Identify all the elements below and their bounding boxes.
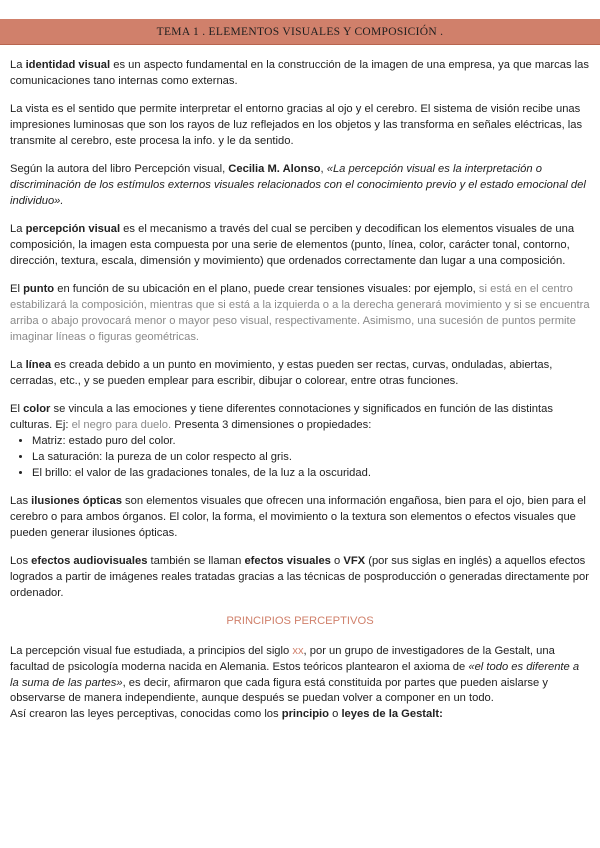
term-efectos-audiovisuales: efectos audiovisuales	[31, 555, 148, 568]
term-vfx: VFX	[343, 555, 366, 568]
term-efectos-visuales: efectos visuales	[244, 555, 331, 568]
color-properties-list	[10, 434, 590, 481]
paragraph-percepcion: La percepción visual es el mecanismo a través del cual se perciben y decodifican los elementos visuales de una composición, la imagen esta compuesta por una serie de elementos (punto, línea, color, carácter tonal, contorno, dirección, textura, escala, dimensión y movimiento) que ordenados correctamente dan lugar a una composición.	[10, 223, 575, 267]
author-name: Cecilia M. Alonso	[228, 163, 321, 176]
paragraph-punto: El punto en función de su ubicación en el plano, puede crear tensiones visuales: por ejemplo, si está en el centro estabilizará la composición, mientras que si está a la izquierda o a la derecha generará movimiento y si se encuentra arriba o abajo provocará menor o mayor peso visual, respectivamente. Asimismo, una sucesión de puntos permite imaginar líneas o figuras geométricas.	[10, 283, 590, 343]
term-color: color	[23, 403, 51, 416]
term-ilusiones-opticas: ilusiones ópticas	[31, 495, 122, 508]
term-punto: punto	[23, 283, 55, 296]
century-roman: xx	[292, 645, 304, 658]
quote-alonso: «La percepción visual es la interpretación o discriminación de los estímulos externos visuales relacionados con el conocimiento previo y el estado emocional del individuo».	[10, 163, 586, 207]
header-bar	[0, 19, 600, 45]
paragraph-leyes: Así crearon las leyes perceptivas, conocidas como los principio o leyes de la Gestalt:	[10, 708, 443, 721]
color-example: el negro para duelo.	[71, 418, 172, 431]
punto-example: si está en el centro estabilizará la composición, mientras que si está a la izquierda o a la derecha generará movimiento y si se encuentra arriba o abajo provocará menor o mayor peso visual, respectivamente. Asimismo, una sucesión de puntos permite imaginar líneas o figuras geométricas.	[10, 283, 590, 343]
paragraph-gestalt: La percepción visual fue estudiada, a principios del siglo xx, por un grupo de investigadores de la Gestalt, una facultad de psicología moderna nacida en Alemania. Estos teóricos plantearon el axioma de «el todo es diferente a la suma de las partes», es decir, afirmaron que cada figura está constituida por partes que pueden aislarse y observarse de manera independiente, aunque después se puedan volver a componer en un todo.	[10, 645, 580, 705]
paragraph-efectos: Los efectos audiovisuales también se llaman efectos visuales o VFX (por sus siglas en inglés) a aquellos efectos logrados a partir de imágenes reales tratadas gracias a las técnicas de posproducción o generadas directamente por ordenador.	[10, 555, 589, 599]
paragraph-ilusiones: Las ilusiones ópticas son elementos visuales que ofrecen una información engañosa, bien para el ojo, bien para el cerebro o para ambos órganos. El color, la forma, el movimiento o la textura son elementos o efectos visuales que pueden generar ilusiones ópticas.	[10, 495, 586, 539]
list-item: • La saturación: la pureza de un color respecto al gris.	[32, 450, 590, 466]
term-principio: principio	[281, 708, 329, 721]
page-title: TEMA 1 . ELEMENTOS VISUALES Y COMPOSICIÓN .	[156, 25, 444, 38]
paragraph-identidad: La identidad visual es un aspecto fundamental en la construcción de la imagen de una empresa, ya que marcas las comunicaciones tano internas como externas.	[10, 59, 589, 87]
paragraph-alonso: Según la autora del libro Percepción visual, Cecilia M. Alonso, «La percepción visual es la interpretación o discriminación de los estímulos externos visuales relacionados con el conocimiento previo y el estado emocional del individuo».	[10, 163, 586, 207]
quote-gestalt: «el todo es diferente a la suma de las partes»	[10, 660, 580, 689]
list-item: • El brillo: el valor de las gradaciones tonales, de la luz a la oscuridad.	[32, 466, 590, 482]
document-body	[10, 58, 590, 736]
list-item: • Matriz: estado puro del color.	[32, 434, 590, 450]
paragraph-linea: La línea es creada debido a un punto en movimiento, y estas pueden ser rectas, curvas, onduladas, abiertas, cerradas, etc., y se pueden emplear para escribir, dibujar o colorear, entre otras funciones.	[10, 358, 553, 387]
term-identidad-visual: identidad visual	[25, 59, 111, 71]
term-linea: línea	[25, 358, 52, 371]
term-percepcion-visual: percepción visual	[25, 223, 121, 236]
paragraph-color: El color se vincula a las emociones y tiene diferentes connotaciones y significados en función de las distintas culturas. Ej: el negro para duelo. Presenta 3 dimensiones o propiedades:	[10, 403, 553, 431]
term-leyes-gestalt: leyes de la Gestalt:	[341, 708, 443, 721]
paragraph-vista: La vista es el sentido que permite interpretar el entorno gracias al ojo y el cerebro. El sistema de visión recibe unas impresiones luminosas que son los rayos de luz reflejados en los objetos y las transforma en señales eléctricas, las transmite al cerebro, este procesa la info. y le da sentido.	[10, 103, 583, 147]
section-title: PRINCIPIOS PERCEPTIVOS	[226, 615, 374, 628]
